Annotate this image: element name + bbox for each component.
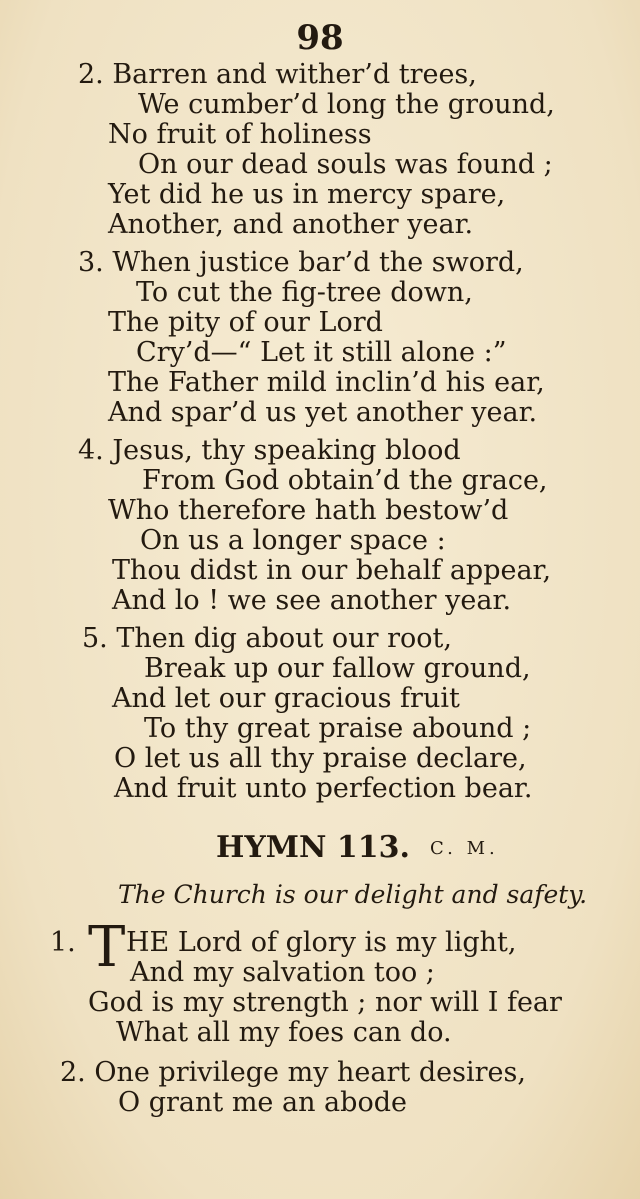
stanza-3-line-4: Cry’d—“ Let it still alone :” — [136, 337, 507, 368]
stanza-2-line-6: Another, and another year. — [108, 209, 474, 240]
hymn-subtitle: The Church is our delight and safety. — [118, 880, 588, 909]
stanza-5-line-3: And let our gracious fruit — [112, 683, 460, 714]
stanza-4-line-3: Who therefore hath bestow’d — [108, 495, 509, 526]
stanza-5-line-2: Break up our fallow ground, — [144, 653, 531, 684]
verse-1-line-2: And my salvation too ; — [130, 957, 435, 988]
verse-1-number: 1. — [50, 927, 76, 958]
stanza-4-line-2: From God obtain’d the grace, — [142, 465, 548, 496]
stanza-3-line-5: The Father mild inclin’d his ear, — [108, 367, 545, 398]
page-number: 98 — [296, 18, 344, 58]
verse-1-line-4: What all my foes can do. — [116, 1017, 452, 1048]
stanza-2-line-3: No fruit of holiness — [108, 119, 372, 150]
stanza-3-line-3: The pity of our Lord — [108, 307, 383, 338]
stanza-3-line-6: And spar’d us yet another year. — [108, 397, 538, 428]
stanza-5-line-5: O let us all thy praise declare, — [114, 743, 527, 774]
stanza-4-line-4: On us a longer space : — [140, 525, 446, 556]
stanza-5-line-1: 5. Then dig about our root, — [82, 623, 452, 654]
verse-2-line-1: 2. One privilege my heart desires, — [60, 1057, 526, 1088]
stanza-2-line-2: We cumber’d long the ground, — [138, 89, 555, 120]
stanza-4-line-5: Thou didst in our behalf appear, — [112, 555, 552, 586]
stanza-3-line-1: 3. When justice bar’d the sword, — [78, 247, 524, 278]
stanza-4-line-1: 4. Jesus, thy speaking blood — [78, 435, 461, 466]
verse-1-line-1: HE Lord of glory is my light, — [126, 927, 517, 958]
stanza-2-line-4: On our dead souls was found ; — [138, 149, 553, 180]
stanza-5-line-6: And fruit unto perfection bear. — [114, 773, 533, 804]
verse-1-dropcap: T — [88, 915, 126, 980]
hymn-meter: C. M. — [430, 838, 499, 859]
verse-2-line-2: O grant me an abode — [118, 1087, 407, 1118]
stanza-3-line-2: To cut the fig-tree down, — [136, 277, 473, 308]
stanza-4-line-6: And lo ! we see another year. — [112, 585, 512, 616]
stanza-2-line-5: Yet did he us in mercy spare, — [108, 179, 506, 210]
stanza-5-line-4: To thy great praise abound ; — [144, 713, 532, 744]
verse-1-line-3: God is my strength ; nor will I fear — [88, 987, 562, 1018]
hymn-title: HYMN 113. — [216, 830, 410, 865]
stanza-2-line-1: 2. Barren and wither’d trees, — [78, 59, 477, 90]
